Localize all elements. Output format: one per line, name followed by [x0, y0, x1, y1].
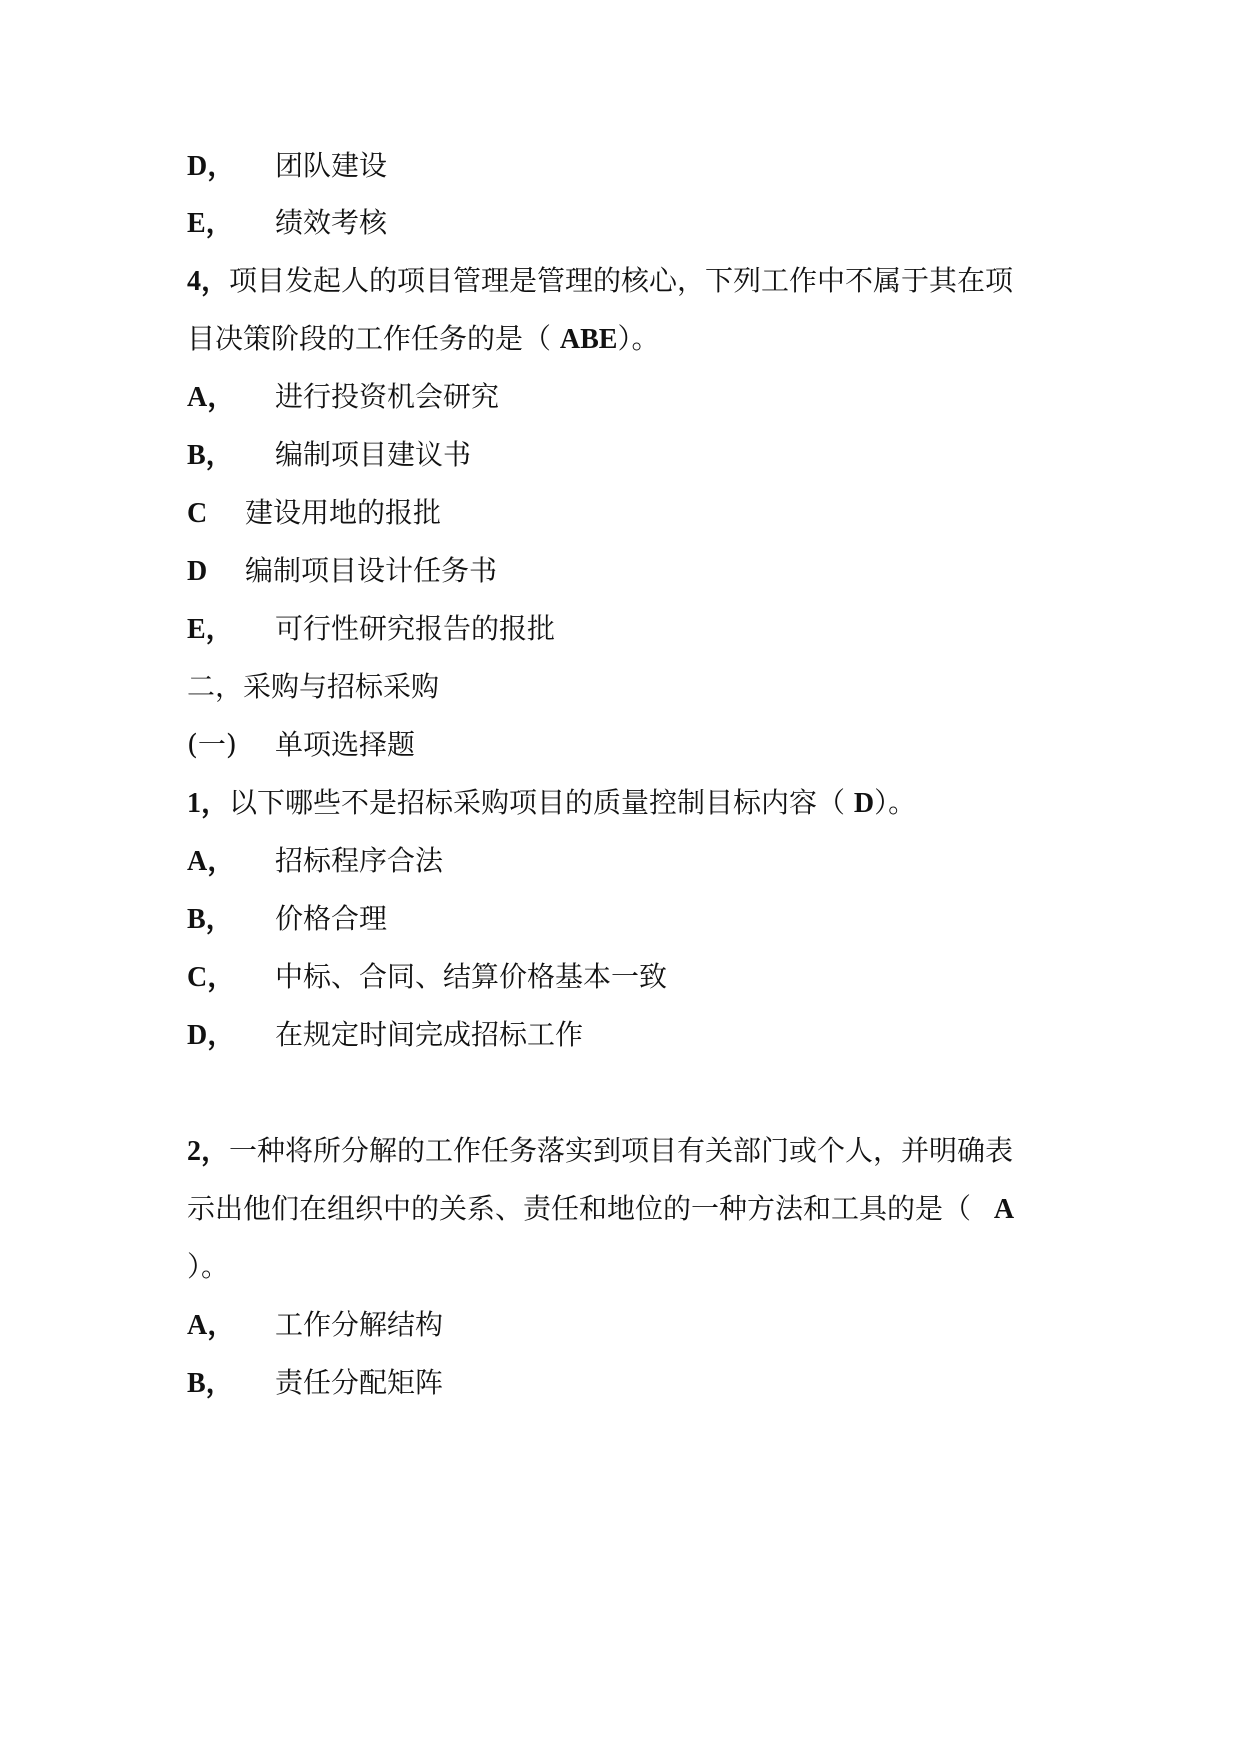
answer: A [993, 1194, 1015, 1225]
option-label: A， [187, 382, 236, 413]
option-label: E， [187, 208, 234, 239]
question-text-end: ）。 [874, 786, 917, 819]
question-number: 4， [187, 266, 230, 297]
option-label: D， [187, 151, 236, 182]
option-text: 建设用地的报批 [245, 496, 442, 529]
option-text: 可行性研究报告的报批 [275, 612, 556, 645]
question-text: 示出他们在组织中的关系、责任和地位的一种方法和工具的是（ [187, 1192, 980, 1225]
option-text: 工作分解结构 [275, 1308, 444, 1341]
option-label: A， [187, 1310, 236, 1341]
option-label: B， [187, 904, 234, 935]
option-text: 编制项目建议书 [275, 438, 472, 471]
question-text: 项目发起人的项目管理是管理的核心，下列工作中不属于其在项 [229, 264, 1014, 297]
option-b-line [187, 1363, 443, 1404]
question-text: 以下哪些不是招标采购项目的质量控制目标内容（ [229, 786, 854, 819]
answer: D [853, 788, 875, 819]
option-label: B， [187, 440, 234, 471]
option-a-line [187, 841, 443, 882]
question-1-line [187, 783, 916, 824]
question-text-end: ）。 [617, 322, 660, 355]
option-b-line [187, 435, 471, 476]
option-e-line [187, 609, 555, 650]
question-4-line-2 [187, 319, 660, 360]
option-label: D [187, 556, 208, 587]
subsection-title: 单项选择题 [275, 728, 416, 761]
option-a-line [187, 1305, 443, 1346]
question-text-end: ）。 [187, 1250, 230, 1283]
option-text: 进行投资机会研究 [275, 380, 500, 413]
option-text: 价格合理 [275, 902, 388, 935]
option-text: 招标程序合法 [275, 844, 444, 877]
option-label: A， [187, 846, 236, 877]
question-text: 一种将所分解的工作任务落实到项目有关部门或个人，并明确表 [229, 1134, 1014, 1167]
option-d-line [187, 146, 387, 187]
option-text: 在规定时间完成招标工作 [275, 1018, 584, 1051]
subsection-number: (一) [187, 728, 237, 761]
question-2-line-1 [187, 1131, 1013, 1172]
option-text: 团队建设 [275, 149, 388, 182]
option-a-line [187, 377, 499, 418]
option-text: 绩效考核 [275, 206, 388, 239]
option-label: D， [187, 1020, 236, 1051]
option-label: E， [187, 614, 234, 645]
question-2-line-3 [187, 1247, 229, 1287]
option-c-line [187, 493, 441, 534]
option-label: C [187, 498, 208, 529]
option-text: 责任分配矩阵 [275, 1366, 444, 1399]
option-label: B， [187, 1368, 234, 1399]
answer: ABE [559, 324, 618, 355]
question-number: 1， [187, 788, 230, 819]
option-b-line [187, 899, 387, 940]
option-c-line [187, 957, 667, 998]
question-text: 目决策阶段的工作任务的是（ [187, 322, 560, 355]
question-4-line-1 [187, 261, 1013, 302]
option-text: 编制项目设计任务书 [245, 554, 498, 587]
section-title: 二，采购与招标采购 [187, 670, 440, 703]
option-d-line [187, 1015, 583, 1056]
option-text: 中标、合同、结算价格基本一致 [275, 960, 668, 993]
section-heading [187, 667, 439, 707]
option-d-line [187, 551, 497, 592]
option-label: C， [187, 962, 236, 993]
question-2-line-2 [187, 1189, 1014, 1230]
question-number: 2， [187, 1136, 230, 1167]
option-e-line [187, 203, 387, 244]
subsection-heading [187, 725, 415, 765]
